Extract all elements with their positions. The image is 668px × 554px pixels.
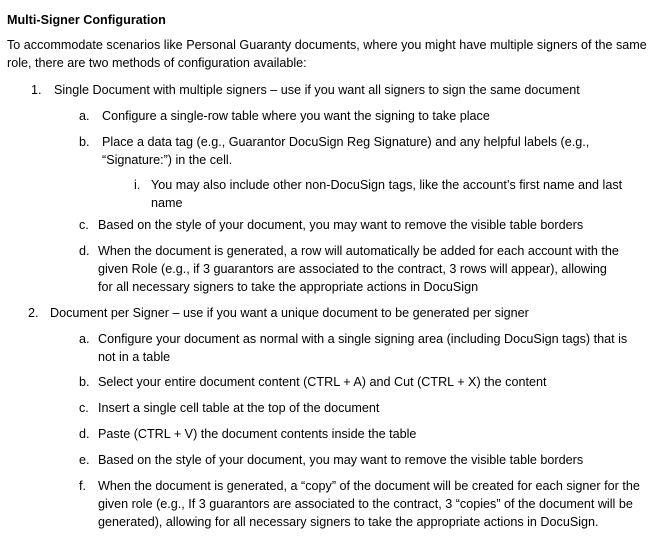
method-1-substep-i-text: You may also include other non-DocuSign tags, like the account’s first name and last name — [151, 178, 623, 210]
method-2-step-f-text: When the document is generated, a “copy” of the document will be created for each signer for the given role (e.g., If 3 guarantors are associated to the contract, 3 “copies” of the document will be generated), allowing for all necessary signers to take the appropriate actions in DocuSign. — [98, 479, 640, 529]
section-heading: Multi-Signer Configuration — [7, 13, 166, 27]
method-1-step-b-text: Place a data tag (e.g., Guarantor DocuSign Reg Signature) and any helpful labels (e.g., “Signature:”) in the cell. — [102, 135, 590, 167]
method-1-substep-i-number: i. — [134, 178, 141, 192]
method-2-step-b-number: b. — [79, 375, 90, 389]
method-1-text: Single Document with multiple signers – use if you want all signers to sign the same document — [54, 83, 580, 97]
method-1-step-a-number: a. — [79, 109, 90, 123]
method-2-text: Document per Signer – use if you want a unique document to be generated per signer — [50, 306, 529, 320]
method-2-step-c-number: c. — [79, 401, 89, 415]
method-1-number: 1. — [31, 83, 42, 97]
method-1-step-d-text: When the document is generated, a row will automatically be added for each account with the given Role (e.g., if 3 guarantors are associated to the contract, 3 rows will appear), allowing for all necessary signers to take the appropriate actions in DocuSign — [98, 244, 619, 294]
method-1-step-b-number: b. — [79, 135, 90, 149]
method-1-step-a-text: Configure a single-row table where you want the signing to take place — [102, 109, 490, 123]
method-1-step-d-number: d. — [79, 244, 90, 258]
method-1-step-c-number: c. — [79, 218, 89, 232]
method-2-number: 2. — [28, 306, 39, 320]
method-2-step-a-number: a. — [79, 332, 90, 346]
intro-paragraph: To accommodate scenarios like Personal Guaranty documents, where you might have multiple signers of the same role, there are two methods of configuration available: — [7, 38, 647, 70]
method-2-step-a-text: Configure your document as normal with a single signing area (including DocuSign tags) that is not in a table — [98, 332, 628, 364]
method-1-step-c-text: Based on the style of your document, you may want to remove the visible table borders — [98, 218, 584, 232]
method-2-step-e-number: e. — [79, 453, 90, 467]
method-2-step-c-text: Insert a single cell table at the top of the document — [98, 401, 380, 415]
method-2-step-b-text: Select your entire document content (CTRL + A) and Cut (CTRL + X) the content — [98, 375, 547, 389]
method-2-step-f-number: f. — [79, 479, 86, 493]
method-2-step-e-text: Based on the style of your document, you may want to remove the visible table borders — [98, 453, 584, 467]
method-2-step-d-text: Paste (CTRL + V) the document contents inside the table — [98, 427, 417, 441]
method-2-step-d-number: d. — [79, 427, 90, 441]
